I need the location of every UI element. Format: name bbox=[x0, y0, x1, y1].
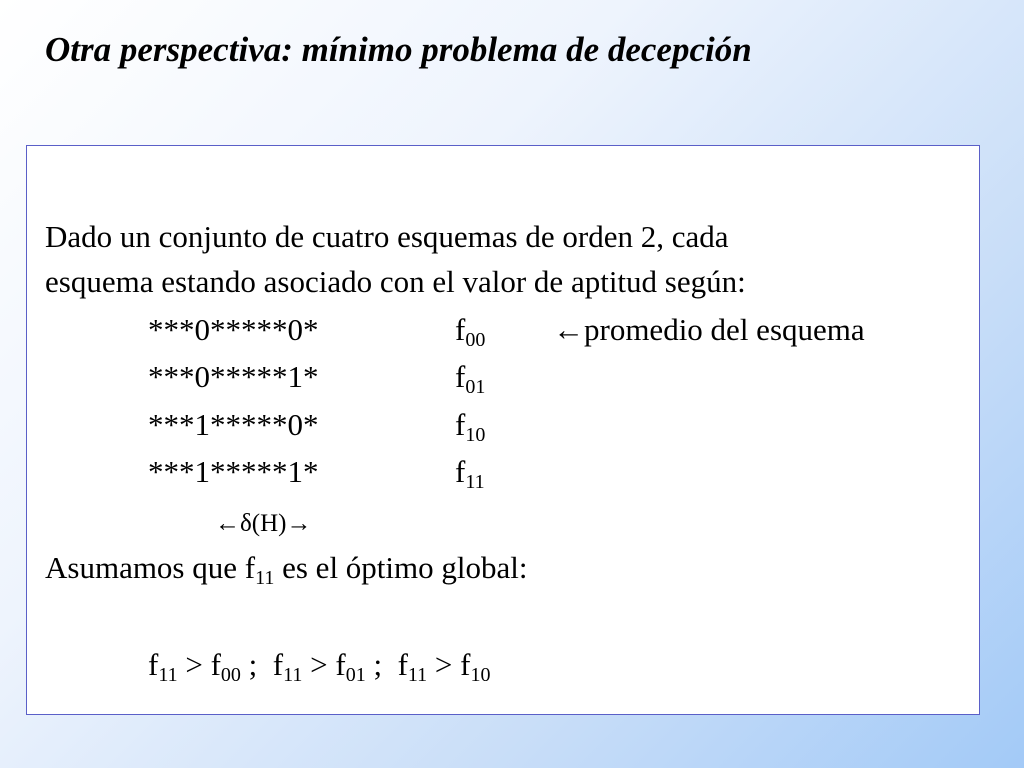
content-box bbox=[26, 145, 980, 715]
inequality: $f_{11} > f_{10}$ bbox=[397, 647, 491, 686]
intro-line-2: esquema estando asociado con el valor de aptitud según: bbox=[45, 264, 746, 299]
schema-fitness: $f_{10}$ bbox=[455, 407, 486, 446]
inequality: $f_{11} > f_{00}$ ; bbox=[148, 647, 273, 686]
inequalities bbox=[148, 647, 491, 686]
slide-title: Otra perspectiva: mínimo problema de decepción bbox=[45, 30, 752, 69]
schema-fitness: $f_{01}$ bbox=[455, 359, 486, 398]
schema-fitness: $f_{00}$ bbox=[455, 312, 486, 351]
schema-pattern: ***0*****1* bbox=[148, 359, 319, 394]
inequality: $f_{11} > f_{01}$ ; bbox=[272, 647, 398, 686]
optimum-statement: Asumamos que $f_{11}$ es el óptimo global: bbox=[45, 550, 528, 589]
schema-pattern: ***1*****0* bbox=[148, 407, 319, 442]
schema-average-note: ←promedio del esquema bbox=[553, 312, 865, 347]
intro-line-1: Dado un conjunto de cuatro esquemas de orden 2, cada bbox=[45, 219, 729, 254]
schema-pattern: ***0*****0* bbox=[148, 312, 319, 347]
schema-fitness: $f_{11}$ bbox=[455, 454, 485, 493]
schema-pattern: ***1*****1* bbox=[148, 454, 319, 489]
defining-length-label: ←δ(H)→ bbox=[215, 510, 312, 537]
